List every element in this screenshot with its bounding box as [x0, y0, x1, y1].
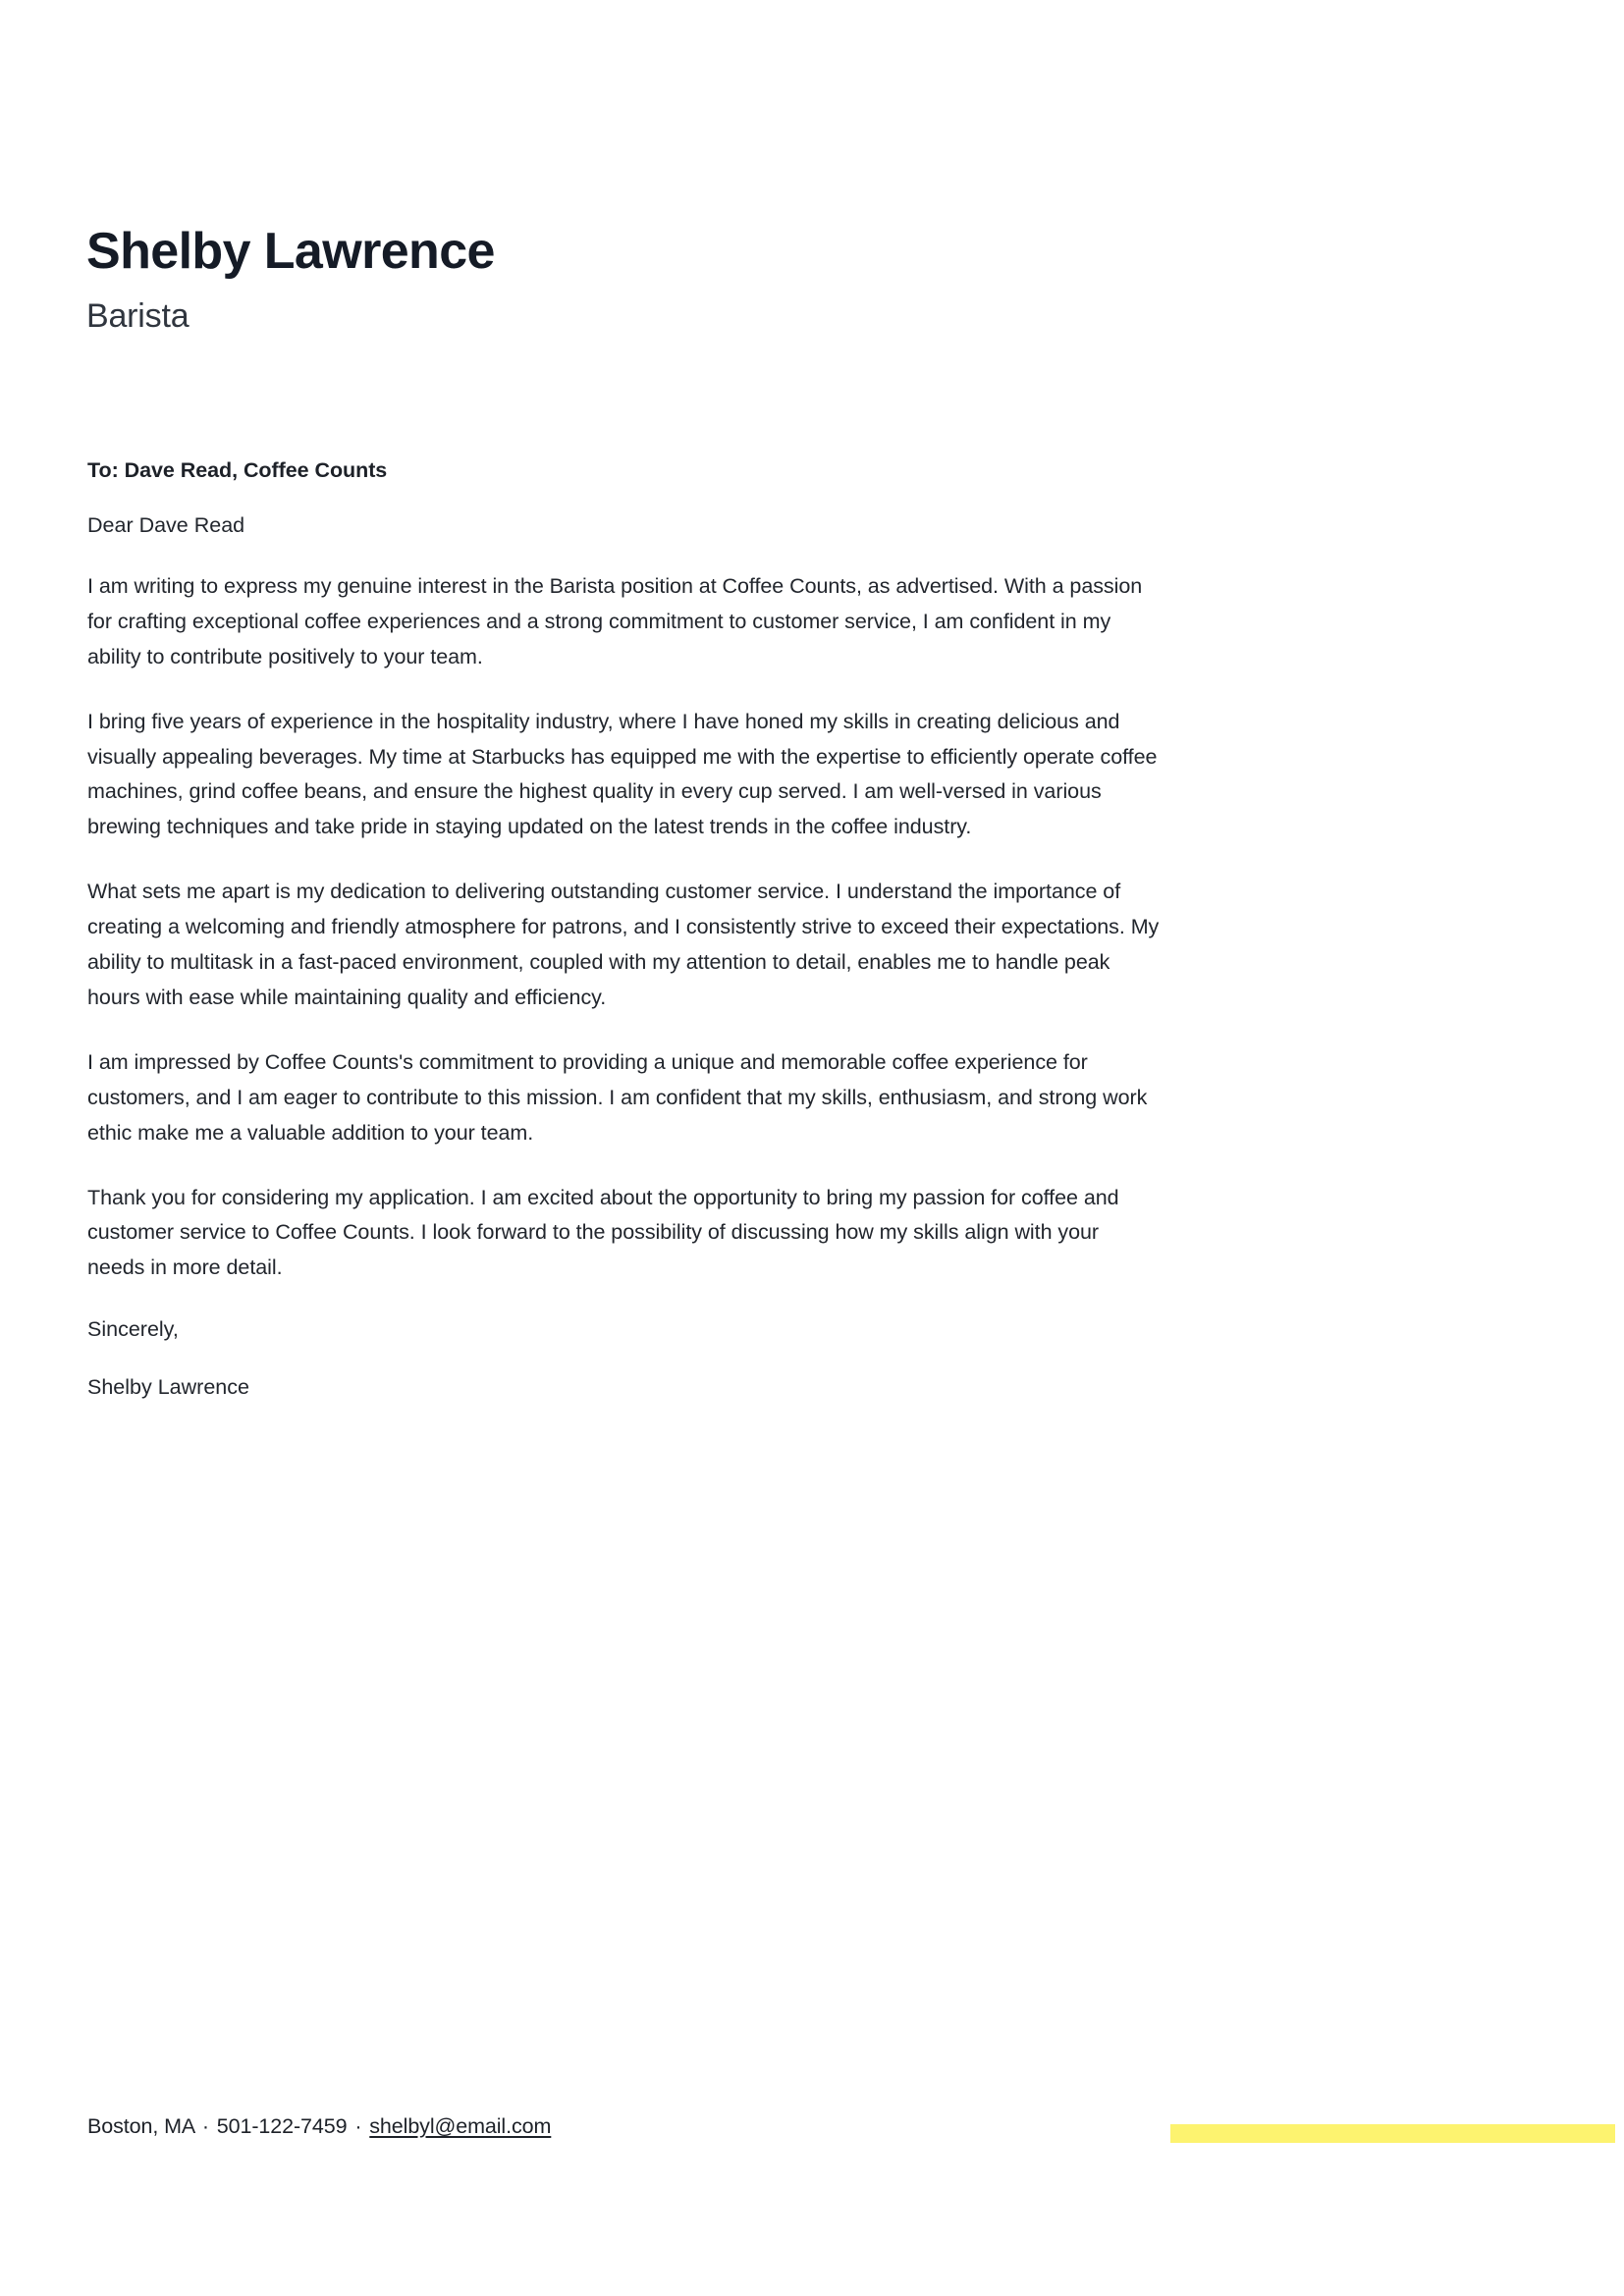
footer-accent-bar	[1170, 2124, 1615, 2143]
letter-body	[87, 456, 1163, 1402]
body-paragraph: Thank you for considering my application. I am excited about the opportunity to bring my passion for coffee and customer service to Coffee Counts. I look forward to the possibility of discussing how my skills align with your needs in more detail.	[87, 1185, 1119, 1280]
recipient-line: To: Dave Read, Coffee Counts	[87, 458, 388, 482]
job-role-subtitle: Barista	[86, 297, 189, 336]
body-paragraph: What sets me apart is my dedication to delivering outstanding customer service. I understand the importance of creating a welcoming and friendly atmosphere for patrons, and I consistently strive to exceed their expectations. My ability to multitask in a fast-paced environment, coupled with my attention to detail, enables me to handle peak hours with ease while maintaining quality and efficiency.	[87, 880, 1160, 1009]
signature-name: Shelby Lawrence	[87, 1375, 249, 1400]
contact-separator: ·	[354, 2114, 362, 2138]
body-paragraph: I bring five years of experience in the hospitality industry, where I have honed my skills in creating delicious and visually appealing beverages. My time at Starbucks has equipped me with the expertise to efficiently operate coffee machines, grind coffee beans, and ensure the highest quality in every cup served. I am well-versed in various brewing techniques and take pride in staying updated on the latest trends in the coffee industry.	[87, 709, 1158, 839]
letter-header	[86, 224, 1186, 337]
letter-footer	[0, 2109, 1624, 2158]
contact-separator: ·	[201, 2114, 209, 2138]
contact-phone: 501-122-7459	[216, 2114, 348, 2138]
contact-location: Boston, MA	[87, 2114, 194, 2138]
signoff-line: Sincerely,	[87, 1317, 179, 1342]
contact-info-line	[87, 2114, 551, 2139]
body-paragraph: I am writing to express my genuine interest in the Barista position at Coffee Counts, as advertised. With a passion for crafting exceptional coffee experiences and a strong commitment to customer service, I am confident in my ability to contribute positively to your team.	[87, 574, 1143, 668]
page-title: Shelby Lawrence	[86, 223, 495, 280]
body-paragraph: I am impressed by Coffee Counts's commitment to providing a unique and memorable coffee experience for customers, and I am eager to contribute to this mission. I am confident that my skills, enthusiasm, and strong work ethic make me a valuable addition to your team.	[87, 1049, 1148, 1145]
salutation-line: Dear Dave Read	[87, 513, 245, 538]
contact-email-link[interactable]: shelbyl@email.com	[369, 2114, 552, 2138]
